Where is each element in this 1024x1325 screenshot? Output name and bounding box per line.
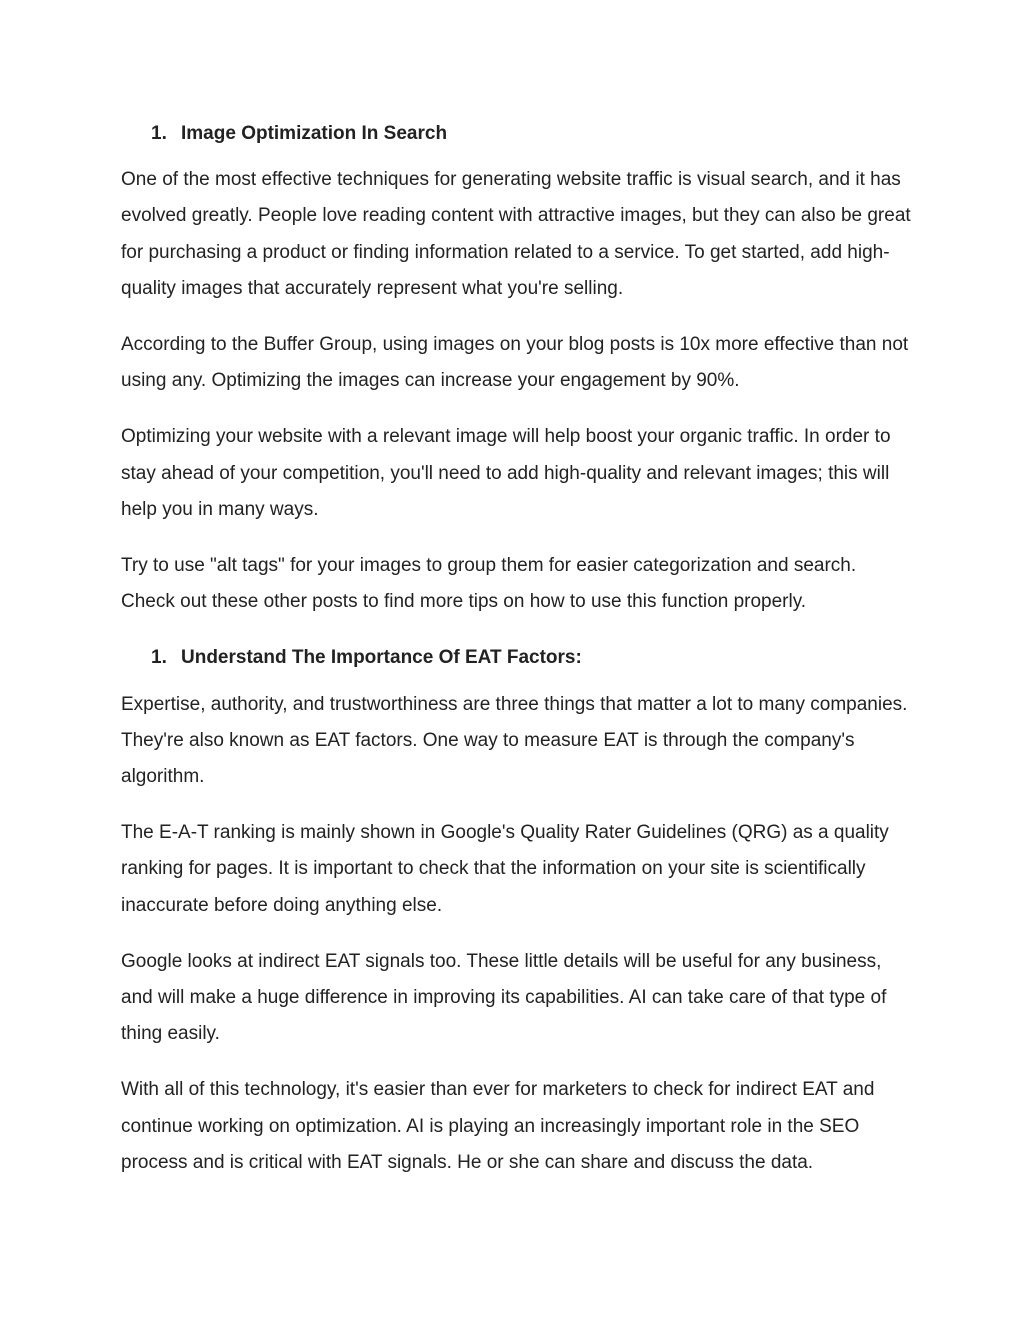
section-heading-eat-factors (121, 640, 911, 676)
paragraph: Try to use "alt tags" for your images to group them for easier categorization and search. Check out these other posts to find more tips on how to use this function properly. (121, 555, 857, 613)
list-number: 1. (151, 647, 167, 669)
paragraph: Optimizing your website with a relevant image will help boost your organic traffic. In order to stay ahead of your competition, you'll need to add high-quality and relevant images; this will help you in many ways. (121, 426, 891, 520)
paragraph: According to the Buffer Group, using images on your blog posts is 10x more effective than not using any. Optimizing the images can increase your engagement by 90%. (121, 334, 909, 392)
paragraph: With all of this technology, it's easier than ever for marketers to check for indirect EAT and continue working on optimization. AI is playing an increasingly important role in the SEO process and is critical with EAT signals. He or she can share and discuss the data. (121, 1079, 875, 1173)
paragraph: The E-A-T ranking is mainly shown in Google's Quality Rater Guidelines (QRG) as a quality ranking for pages. It is important to check that the information on your site is scientifically inaccurate before doing anything else. (121, 822, 889, 916)
paragraph: Google looks at indirect EAT signals too. These little details will be useful for any business, and will make a huge difference in improving its capabilities. AI can take care of that type of thing easily. (121, 950, 887, 1045)
heading-text: Image Optimization In Search (181, 123, 448, 144)
paragraph: One of the most effective techniques for generating website traffic is visual search, and it has evolved greatly. People love reading content with attractive images, but they can also be great for purchasing a product or finding information related to a service. To get started, add high-quality images that accurately represent what you're selling. (121, 169, 911, 299)
document-body (121, 116, 911, 1201)
list-number: 1. (151, 123, 167, 144)
heading-text: Understand The Importance Of EAT Factors: (181, 647, 582, 669)
paragraph: Expertise, authority, and trustworthiness are three things that matter a lot to many companies. They're also known as EAT factors. One way to measure EAT is through the company's algorithm. (121, 693, 908, 788)
section-heading-image-optimization (121, 116, 911, 152)
